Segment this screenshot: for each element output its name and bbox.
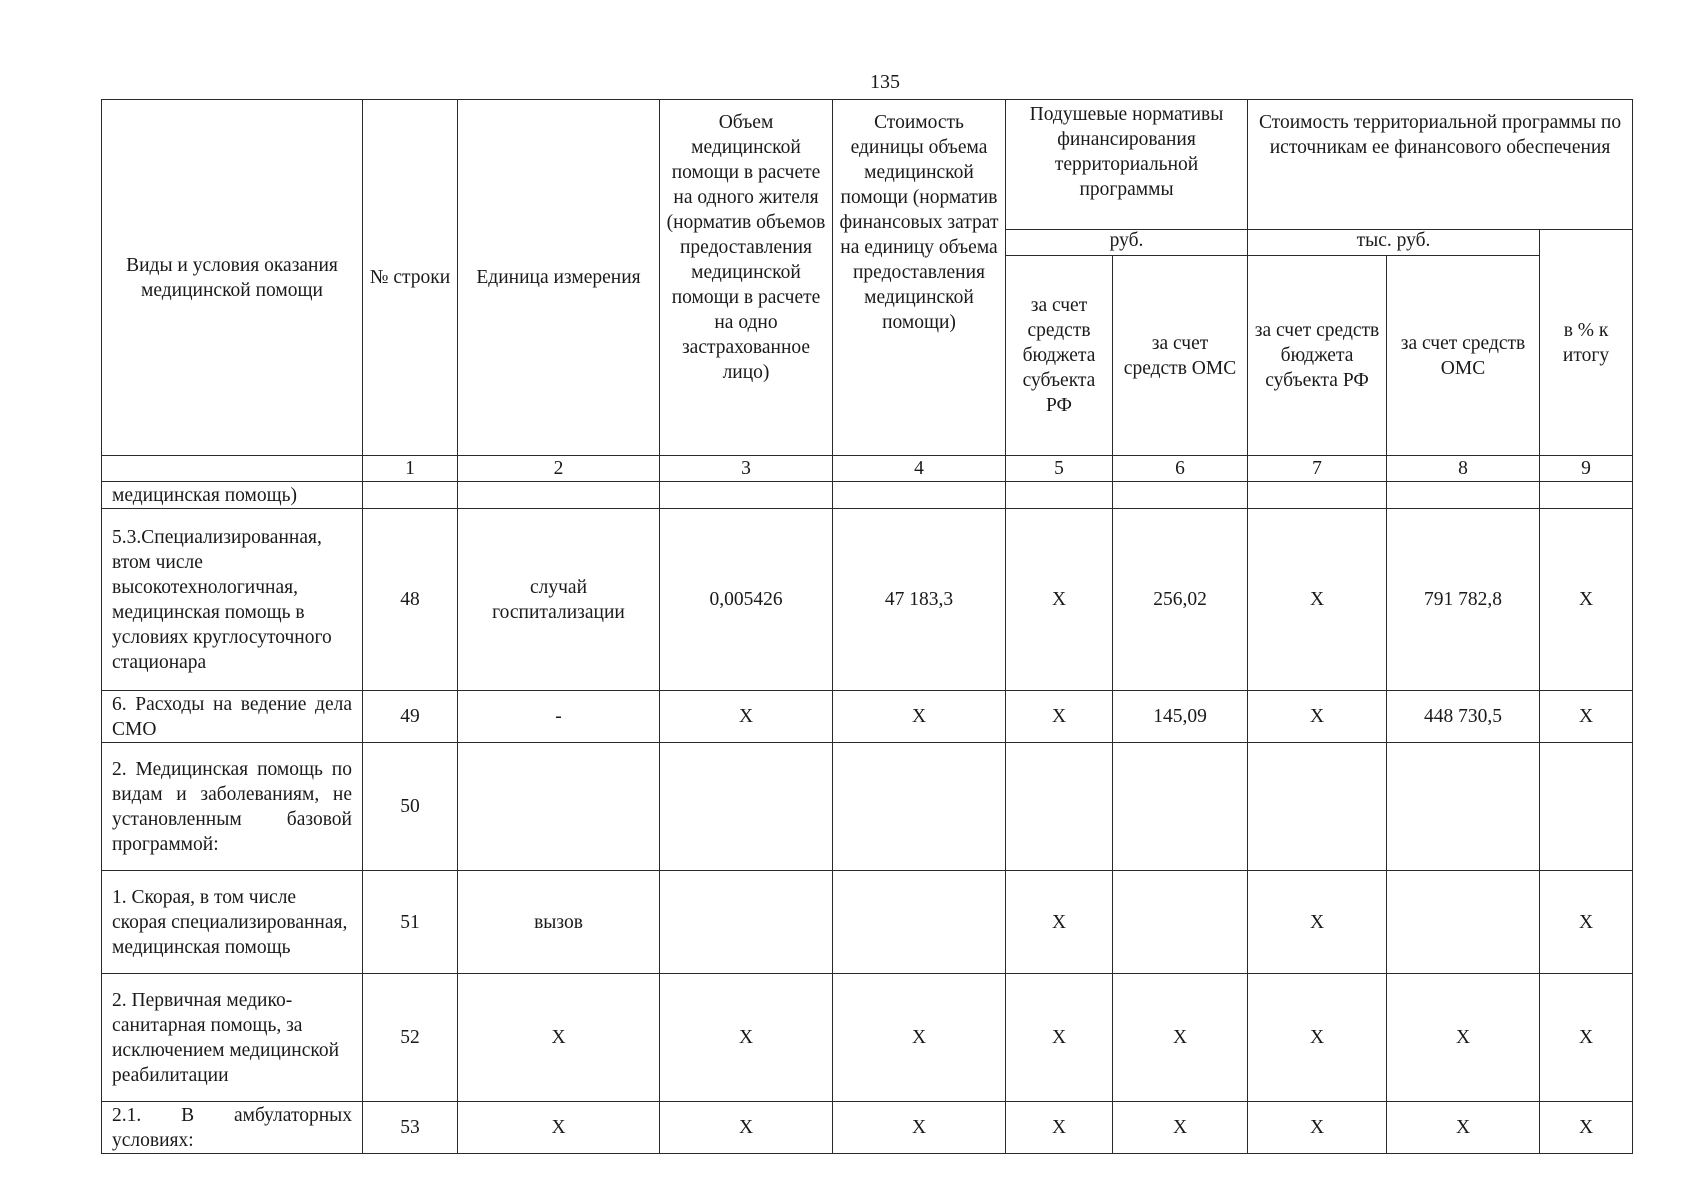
- column-number: 8: [1387, 456, 1540, 482]
- cell-cost: [833, 743, 1006, 871]
- cell-oms-rub: [1113, 743, 1248, 871]
- cell-percent: Х: [1540, 509, 1633, 691]
- cell-percent: [1540, 743, 1633, 871]
- cell-row-no: 50: [363, 743, 458, 871]
- program-cost-table: [101, 99, 1633, 1154]
- cell-percent: Х: [1540, 691, 1633, 743]
- cell-budget-rf-rub: Х: [1006, 509, 1113, 691]
- cell-budget-rf-thousand: [1248, 743, 1387, 871]
- cell-oms-rub: 256,02: [1113, 509, 1248, 691]
- cell-oms-thousand: [1387, 871, 1540, 974]
- cell-budget-rf-thousand: Х: [1248, 691, 1387, 743]
- cell-unit: [458, 482, 660, 509]
- header-unit-cost: Стоимость единицы объема медицинской помощи (норматив финансовых затрат на единицу объема предоставления медицинской помощи): [833, 100, 1006, 456]
- cell-name: 5.3.Специализированная, втом числе высокотехнологичная, медицинская помощь в условиях круглосуточного стационара: [102, 509, 363, 691]
- cell-row-no: 51: [363, 871, 458, 974]
- cell-name: 2. Первичная медико-санитарная помощь, за исключением медицинской реабилитации: [102, 974, 363, 1102]
- table-row: [102, 1102, 1633, 1154]
- table-row: [102, 743, 1633, 871]
- cell-cost: [833, 871, 1006, 974]
- cell-cost: Х: [833, 1102, 1006, 1154]
- header-per-capita-norms: Подушевые нормативы финансирования территориальной программы: [1006, 100, 1248, 230]
- cell-volume: Х: [660, 691, 833, 743]
- cell-unit: вызов: [458, 871, 660, 974]
- cell-percent: Х: [1540, 1102, 1633, 1154]
- cell-oms-thousand: [1387, 482, 1540, 509]
- cell-name: 1. Скорая, в том числе скорая специализированная, медицинская помощь: [102, 871, 363, 974]
- column-number: 5: [1006, 456, 1113, 482]
- cell-oms-rub: Х: [1113, 974, 1248, 1102]
- cell-unit: случай госпитализации: [458, 509, 660, 691]
- cell-oms-rub: [1113, 482, 1248, 509]
- cell-budget-rf-rub: Х: [1006, 871, 1113, 974]
- cell-budget-rf-thousand: Х: [1248, 871, 1387, 974]
- cell-cost: 47 183,3: [833, 509, 1006, 691]
- page-number: 135: [870, 71, 900, 93]
- cell-percent: Х: [1540, 871, 1633, 974]
- header-unit-rub: руб.: [1006, 230, 1248, 256]
- cell-oms-rub: 145,09: [1113, 691, 1248, 743]
- cell-volume: [660, 871, 833, 974]
- cell-name: 6. Расходы на ведение дела СМО: [102, 691, 363, 743]
- cell-oms-thousand: 448 730,5: [1387, 691, 1540, 743]
- cell-row-no: 48: [363, 509, 458, 691]
- cell-budget-rf-rub: Х: [1006, 1102, 1113, 1154]
- cell-budget-rf-thousand: Х: [1248, 974, 1387, 1102]
- table-row: [102, 974, 1633, 1102]
- header-types-conditions: Виды и условия оказания медицинской помощи: [102, 100, 363, 456]
- column-number: 9: [1540, 456, 1633, 482]
- cell-percent: [1540, 482, 1633, 509]
- header-program-cost: Стоимость территориальной программы по источникам ее финансового обеспечения: [1248, 100, 1633, 230]
- cell-volume: [660, 482, 833, 509]
- cell-name: медицинская помощь): [102, 482, 363, 509]
- header-budget-rf-thousand: за счет средств бюджета субъекта РФ: [1248, 256, 1387, 456]
- column-number: 4: [833, 456, 1006, 482]
- cell-budget-rf-rub: Х: [1006, 974, 1113, 1102]
- header-oms-rub: за счет средств ОМС: [1113, 256, 1248, 456]
- cell-budget-rf-thousand: [1248, 482, 1387, 509]
- cell-row-no: [363, 482, 458, 509]
- header-row-number: № строки: [363, 100, 458, 456]
- cell-volume: Х: [660, 974, 833, 1102]
- cell-oms-thousand: 791 782,8: [1387, 509, 1540, 691]
- header-budget-rf-rub: за счет средств бюджета субъекта РФ: [1006, 256, 1113, 456]
- cell-oms-thousand: [1387, 743, 1540, 871]
- header-oms-thousand: за счет средств ОМС: [1387, 256, 1540, 456]
- column-number: 2: [458, 456, 660, 482]
- table-row: [102, 871, 1633, 974]
- table-row: [102, 691, 1633, 743]
- table-row: [102, 482, 1633, 509]
- cell-row-no: 52: [363, 974, 458, 1102]
- cell-volume: [660, 743, 833, 871]
- table-row: [102, 509, 1633, 691]
- cell-cost: Х: [833, 974, 1006, 1102]
- cell-volume: Х: [660, 1102, 833, 1154]
- cell-cost: [833, 482, 1006, 509]
- column-number: 7: [1248, 456, 1387, 482]
- cell-budget-rf-rub: [1006, 743, 1113, 871]
- cell-budget-rf-rub: [1006, 482, 1113, 509]
- column-number-blank: [102, 456, 363, 482]
- cell-cost: Х: [833, 691, 1006, 743]
- cell-unit: -: [458, 691, 660, 743]
- column-number: 1: [363, 456, 458, 482]
- cell-oms-thousand: Х: [1387, 1102, 1540, 1154]
- cell-volume: 0,005426: [660, 509, 833, 691]
- cell-unit: Х: [458, 974, 660, 1102]
- column-number-row: [102, 456, 1633, 482]
- header-unit: Единица измерения: [458, 100, 660, 456]
- cell-budget-rf-rub: Х: [1006, 691, 1113, 743]
- column-number: 3: [660, 456, 833, 482]
- header-volume: Объем медицинской помощи в расчете на одного жителя (норматив объемов предоставления медицинской помощи в расчете на одно застрахованное лицо): [660, 100, 833, 456]
- cell-budget-rf-thousand: Х: [1248, 1102, 1387, 1154]
- header-unit-thousand-rub: тыс. руб.: [1248, 230, 1540, 256]
- cell-oms-rub: [1113, 871, 1248, 974]
- cell-name: 2.1. В амбулаторных условиях:: [102, 1102, 363, 1154]
- cell-percent: Х: [1540, 974, 1633, 1102]
- cell-name: 2. Медицинская помощь по видам и заболеваниям, не установленным базовой программой:: [102, 743, 363, 871]
- cell-row-no: 49: [363, 691, 458, 743]
- cell-unit: Х: [458, 1102, 660, 1154]
- column-number: 6: [1113, 456, 1248, 482]
- cell-unit: [458, 743, 660, 871]
- header-percent-total: в % к итогу: [1540, 230, 1633, 456]
- cell-oms-rub: Х: [1113, 1102, 1248, 1154]
- cell-oms-thousand: Х: [1387, 974, 1540, 1102]
- cell-row-no: 53: [363, 1102, 458, 1154]
- cell-budget-rf-thousand: Х: [1248, 509, 1387, 691]
